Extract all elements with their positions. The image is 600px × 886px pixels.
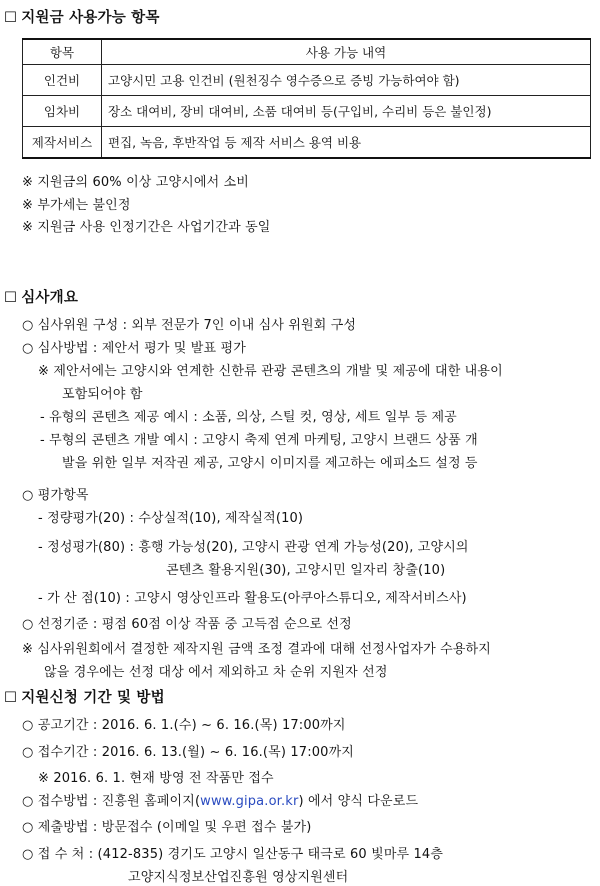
body-line: - 정성평가(80) : 흥행 가능성(20), 고양시 관광 연계 가능성(20), 고양시의 <box>38 540 469 555</box>
table-row <box>23 65 591 96</box>
note-line: ※ 지원금 사용 인정기간은 사업기간과 동일 <box>22 220 271 235</box>
body-line: - 무형의 콘텐츠 개발 예시 : 고양시 축제 연계 마케팅, 고양시 브랜드 상품 개 <box>40 433 478 448</box>
body-line: 고양지식정보산업진흥원 영상지원센터 <box>128 870 349 885</box>
body-line: ○ 접수방법 : 진흥원 홈페이지(www.gipa.or.kr) 에서 양식 다운로드 <box>22 794 419 809</box>
table-cell: 인건비 <box>23 65 102 96</box>
body-line: ○ 공고기간 : 2016. 6. 1.(수) ~ 6. 16.(목) 17:00까지 <box>22 718 346 733</box>
usage-table <box>22 38 591 159</box>
body-line: ※ 심사위원회에서 결정한 제작지원 금액 조정 결과에 대해 선정사업자가 수용하지 <box>22 642 491 657</box>
table-cell: 장소 대여비, 장비 대여비, 소품 대여비 등(구입비, 수리비 등은 불인정) <box>102 96 591 127</box>
note-line: ※ 지원금의 60% 이상 고양시에서 소비 <box>22 175 250 190</box>
body-line: ○ 접수기간 : 2016. 6. 13.(월) ~ 6. 16.(목) 17:00까지 <box>22 745 354 760</box>
body-line: ○ 심사위원 구성 : 외부 전문가 7인 이내 심사 위원회 구성 <box>22 318 357 333</box>
body-line: 발을 위한 일부 저작권 제공, 고양시 이미지를 제고하는 에피소드 설정 등 <box>62 456 478 471</box>
body-line: - 가 산 점(10) : 고양시 영상인프라 활용도(아쿠아스튜디오, 제작서비스사) <box>38 591 467 606</box>
checkbox-icon: ☐ <box>4 10 18 26</box>
section1-title: ☐ 지원금 사용가능 항목 <box>4 10 160 26</box>
section2-title: ☐ 심사개요 <box>4 290 79 306</box>
body-line: ○ 심사방법 : 제안서 평가 및 발표 평가 <box>22 341 246 356</box>
body-line: ○ 선정기준 : 평점 60점 이상 작품 중 고득점 순으로 선정 <box>22 617 352 632</box>
header-details: 사용 가능 내역 <box>102 39 591 65</box>
body-line: ○ 제출방법 : 방문접수 (이메일 및 우편 접수 불가) <box>22 820 312 835</box>
body-line: 않을 경우에는 선정 대상 에서 제외하고 차 순위 지원자 선정 <box>44 665 388 680</box>
table-header-row <box>23 39 591 65</box>
checkbox-icon: ☐ <box>4 290 18 306</box>
table-cell: 임차비 <box>23 96 102 127</box>
table-cell: 제작서비스 <box>23 127 102 159</box>
section3-title: ☐ 지원신청 기간 및 방법 <box>4 690 165 706</box>
table-cell: 고양시민 고용 인건비 (원천징수 영수증으로 증빙 가능하여야 함) <box>102 65 591 96</box>
header-item: 항목 <box>23 39 102 65</box>
body-line: - 유형의 콘텐츠 제공 예시 : 소품, 의상, 스틸 컷, 영상, 세트 일부 등 제공 <box>40 410 457 425</box>
checkbox-icon: ☐ <box>4 690 18 706</box>
table-cell: 편집, 녹음, 후반작업 등 제작 서비스 용역 비용 <box>102 127 591 159</box>
body-line: ○ 평가항목 <box>22 488 89 503</box>
body-line: - 정량평가(20) : 수상실적(10), 제작실적(10) <box>38 511 304 526</box>
body-line: ※ 제안서에는 고양시와 연계한 신한류 관광 콘텐츠의 개발 및 제공에 대한 내용이 <box>38 364 503 379</box>
body-line: ※ 2016. 6. 1. 현재 방영 전 작품만 접수 <box>38 771 274 786</box>
body-line: 콘텐츠 활용지원(30), 고양시민 일자리 창출(10) <box>166 563 446 578</box>
body-line: 포함되어야 함 <box>62 387 143 402</box>
table-row <box>23 96 591 127</box>
body-line: ○ 접 수 처 : (412-835) 경기도 고양시 일산동구 태극로 60 빛마루 14층 <box>22 847 444 862</box>
note-line: ※ 부가세는 불인정 <box>22 198 131 213</box>
homepage-link[interactable]: www.gipa.or.kr <box>200 794 299 809</box>
table-row <box>23 127 591 159</box>
